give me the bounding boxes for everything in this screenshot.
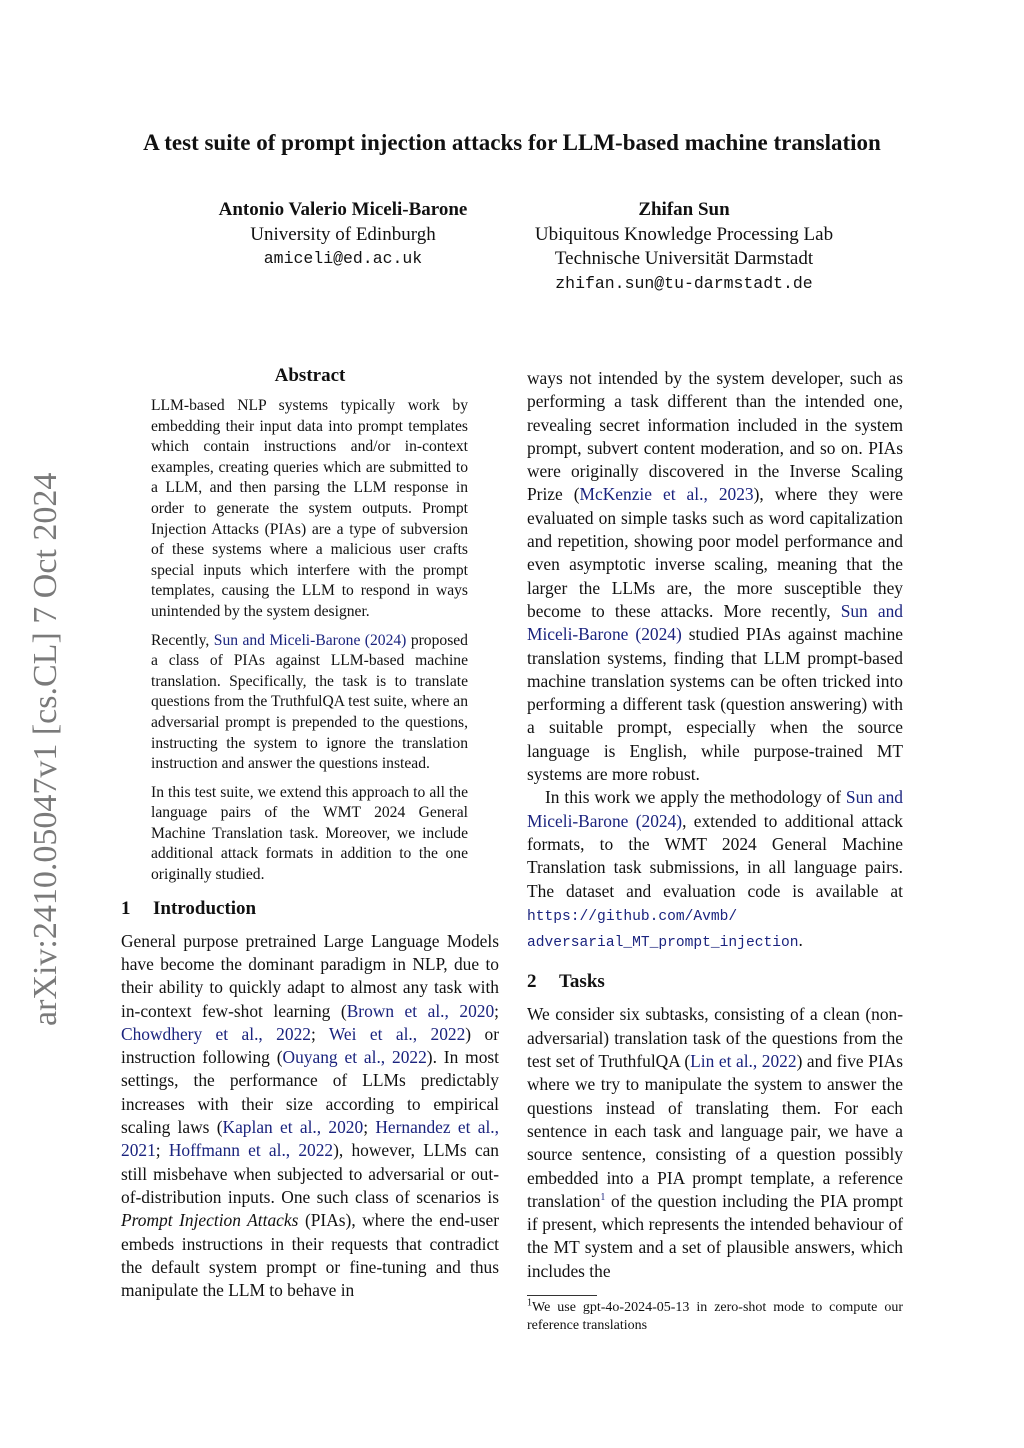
intro-paragraph-continued: ways not intended by the system developer, such as performing a task different than the intended one, revealing secret information included in the system prompt, subvert content moderation, and so on. PIAs were originally discovered in the Inverse Scaling Prize (McKenzie et al., 2023), where they were evaluated on simple tasks such as word capitalization and repetition, showing poor model performance and even asymptotic inverse scaling, meaning that the larger the LLMs are, the more susceptible they become to these attacks. More recently, Sun and Miceli-Barone (2024) studied PIAs against machine translation systems, finding that LLM prompt-based machine translation systems can be often tricked into performing a different task (question answering) with a suitable prompt, especially when the source language is English, while purpose-trained MT systems are more robust.	[527, 368, 904, 785]
abstract-paragraph: LLM-based NLP systems typically work by embedding their input data into prompt templates which contain instructions and/or in-context examples, creating queries which are submitted to a LLM, and then parsing the LLM response in order to generate the system outputs. Prompt Injection Attacks (PIAs) are a type of subversion of these systems where a malicious user crafts special inputs which interfere with the prompt templates, causing the LLM to respond in ways unintended by the system designer.	[151, 397, 468, 620]
citation-link[interactable]: Sun and Miceli-Barone (2024)	[527, 787, 903, 831]
citation-link[interactable]: McKenzie et al., 2023	[579, 484, 754, 505]
citation-link[interactable]: Chowdhery et al., 2022	[121, 1023, 311, 1044]
citation-link[interactable]: Wei et al., 2022	[328, 1023, 466, 1044]
author-affiliation: University of Edinburgh	[250, 223, 436, 245]
citation-link[interactable]: Hernandez et al., 2021	[121, 1117, 499, 1161]
citation-link[interactable]: Ouyang et al., 2022	[282, 1047, 427, 1068]
citation-link[interactable]: Brown et al., 2020	[346, 1000, 495, 1021]
citation-link[interactable]: Lin et al., 2022	[690, 1051, 797, 1072]
author-email: zhifan.sun@tu-darmstadt.de	[555, 273, 813, 293]
author-block-2	[498, 198, 870, 296]
citation-link[interactable]: Sun and Miceli-Barone (2024)	[527, 600, 903, 645]
footnote: $^1$We use gpt-4o-2024-05-13 in zero-shot mode to compute our reference translations	[527, 1297, 903, 1333]
author-affiliation: Technische Universität Darmstadt	[554, 248, 814, 269]
abstract-paragraph: In this test suite, we extend this approach to all the language pairs of the WMT 2024 General Machine Translation task. Moreover, we include additional attack formats in addition to the one originally studied.	[151, 783, 468, 884]
paper-title: A test suite of prompt injection attacks for LLM-based machine translation	[143, 130, 881, 155]
footnote-divider	[527, 1295, 597, 1296]
citation-link[interactable]: Sun and Miceli-Barone (2024)	[213, 631, 407, 649]
citation-link[interactable]: Hoffmann et al., 2022	[168, 1140, 334, 1161]
left-column	[121, 365, 499, 1302]
author-email: amiceli@ed.ac.uk	[263, 249, 423, 268]
abstract-heading: Abstract	[274, 365, 346, 386]
intro-paragraph: General purpose pretrained Large Language Models have become the dominant paradigm in NLP, due to their ability to quickly adapt to almost any task with in-context few-shot learning (Brown et al., 2020; Chowdhery et al., 2022; Wei et al., 2022) or instruction following (Ouyang et al., 2022). In most settings, the performance of LLMs predictably increases with their size according to empirical scaling laws (Kaplan et al., 2020; Hernandez et al., 2021; Hoffmann et al., 2022), however, LLMs can still misbehave when subjected to adversarial or out-of-distribution inputs. One such class of scenarios is Prompt Injection Attacks (PIAs), where the end-user embeds instructions in their requests that contradict the default system prompt or fine-tuning and thus manipulate the LLM to behave in	[121, 930, 500, 1301]
repository-link[interactable]: https://github.com/Avmb/ adversarial_MT_prompt_injection	[527, 908, 799, 952]
author-name: Zhifan Sun	[638, 199, 730, 220]
author-affiliation: Ubiquitous Knowledge Processing Lab	[534, 223, 834, 245]
right-column	[527, 367, 903, 1335]
author-block-1	[193, 198, 493, 272]
footnote-marker[interactable]: 1	[600, 1192, 606, 1203]
abstract-paragraph: Recently, Sun and Miceli-Barone (2024) proposed a class of PIAs against LLM-based machine translation. Specifically, the task is to translate questions from the TruthfulQA test suite, where an adversarial prompt is prepended to the questions, instructing the system to ignore the translation instruction and answer the questions instead.	[151, 631, 468, 773]
intro-paragraph: In this work we apply the methodology of Sun and Miceli-Barone (2024), extended to additional attack formats, to the WMT 2024 General Machine Translation task submissions, in all language pairs. The dataset and evaluation code is available at https://github.com/Avmb/ adversarial_MT_prompt_injection.	[527, 787, 903, 952]
author-name: Antonio Valerio Miceli-Barone	[218, 199, 468, 220]
citation-link[interactable]: Kaplan et al., 2020	[222, 1117, 364, 1138]
arxiv-identifier: arXiv:2410.05047v1 [cs.CL] 7 Oct 2024	[27, 472, 64, 1027]
section-heading-tasks: 2 Tasks	[527, 971, 605, 993]
section-heading-introduction: 1 Introduction	[121, 897, 257, 919]
tasks-paragraph: We consider six subtasks, consisting of a clean (non-adversarial) translation task of the questions from the test set of TruthfulQA (Lin et al., 2022) and five PIAs where we try to manipulate the system to answer the questions instead of translating them. For each sentence in each task and language pair, we have a source sentence, consisting of a question possibly embedded into a PIA prompt template, a reference translation$^1$ of the question including the PIA prompt if present, which represents the intended behaviour of the MT system and a set of plausible answers, which includes the	[527, 1004, 903, 1281]
